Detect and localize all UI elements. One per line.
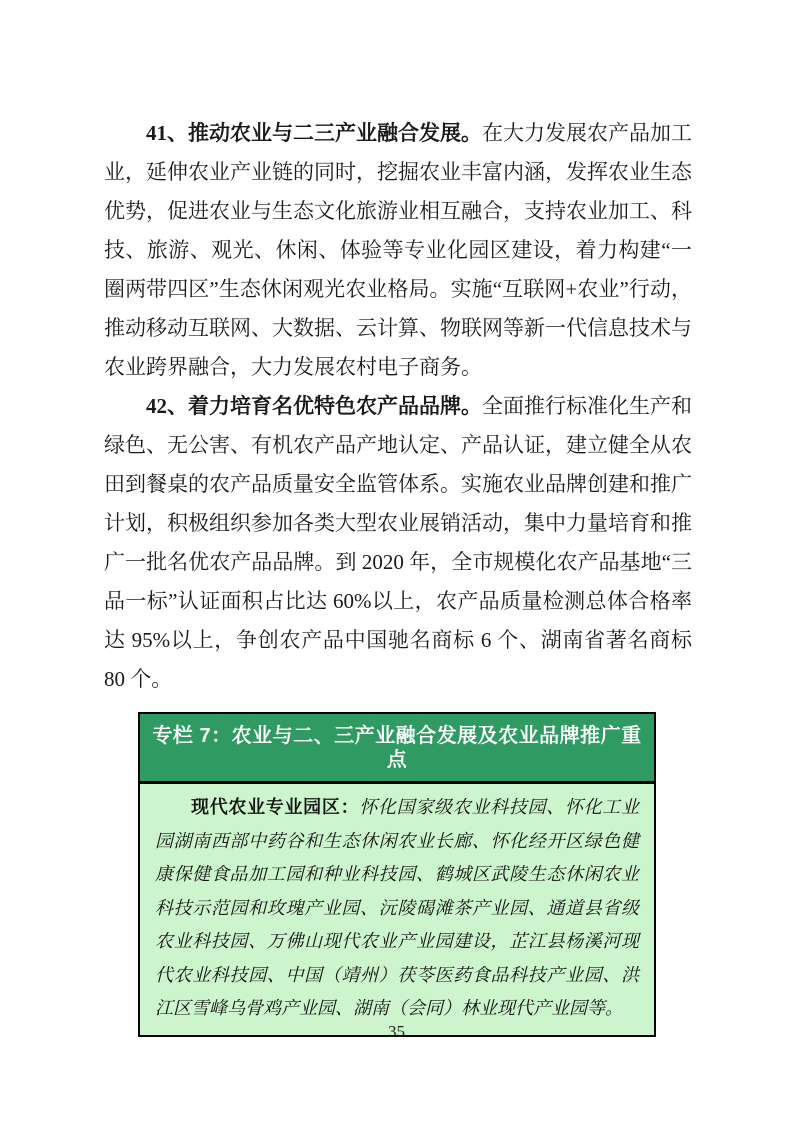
paragraph-42-text: 全面推行标准化生产和绿色、无公害、有机农产品产地认定、产品认证，建立健全从农田到餐桌的农产品质量安全监管体系。实施农业品牌创建和推广计划，积极组织参加各类大型农业展销活动，集中力量培育和推广一批名优农产品品牌。到 2020 年，全市规模化农产品基地“三品一标”认证面积占比达 60%以上，农产品质量检测总体合格率达 95%以上，争创农产品中国驰名商标 6 个、湖南省著名商标 80 个。 bbox=[104, 394, 692, 691]
page-number: 35 bbox=[388, 1022, 405, 1041]
callout-box bbox=[138, 712, 656, 1037]
callout-box-body bbox=[140, 784, 654, 1035]
paragraph-42-heading: 42、着力培育名优特色农产品品牌。 bbox=[146, 394, 482, 418]
paragraph-41 bbox=[104, 114, 692, 387]
callout-box-title: 专栏 7：农业与二、三产业融合发展及农业品牌推广重点 bbox=[140, 714, 654, 784]
paragraph-41-heading: 41、推动农业与二三产业融合发展。 bbox=[146, 121, 482, 145]
paragraph-42 bbox=[104, 387, 692, 699]
page-content bbox=[104, 114, 692, 1037]
callout-box-lead: 现代农业专业园区： bbox=[191, 797, 360, 817]
paragraph-41-text: 在大力发展农产品加工业，延伸农业产业链的同时，挖掘农业丰富内涵，发挥农业生态优势，促进农业与生态文化旅游业相互融合，支持农业加工、科技、旅游、观光、休闲、体验等专业化园区建设，着力构建“一圈两带四区”生态休闲观光农业格局。实施“互联网+农业”行动，推动移动互联网、大数据、云计算、物联网等新一代信息技术与农业跨界融合，大力发展农村电子商务。 bbox=[104, 121, 692, 379]
callout-box-text: 怀化国家级农业科技园、怀化工业园湖南西部中药谷和生态休闲农业长廊、怀化经开区绿色健康保健食品加工园和种业科技园、鹤城区武陵生态休闲农业科技示范园和玫瑰产业园、沅陵碣滩茶产业园、通道县省级农业科技园、万佛山现代农业产业园建设，芷江县杨溪河现代农业科技园、中国（靖州）茯苓医药食品科技产业园、洪江区雪峰乌骨鸡产业园、湖南（会同）林业现代产业园等。 bbox=[155, 797, 640, 1018]
